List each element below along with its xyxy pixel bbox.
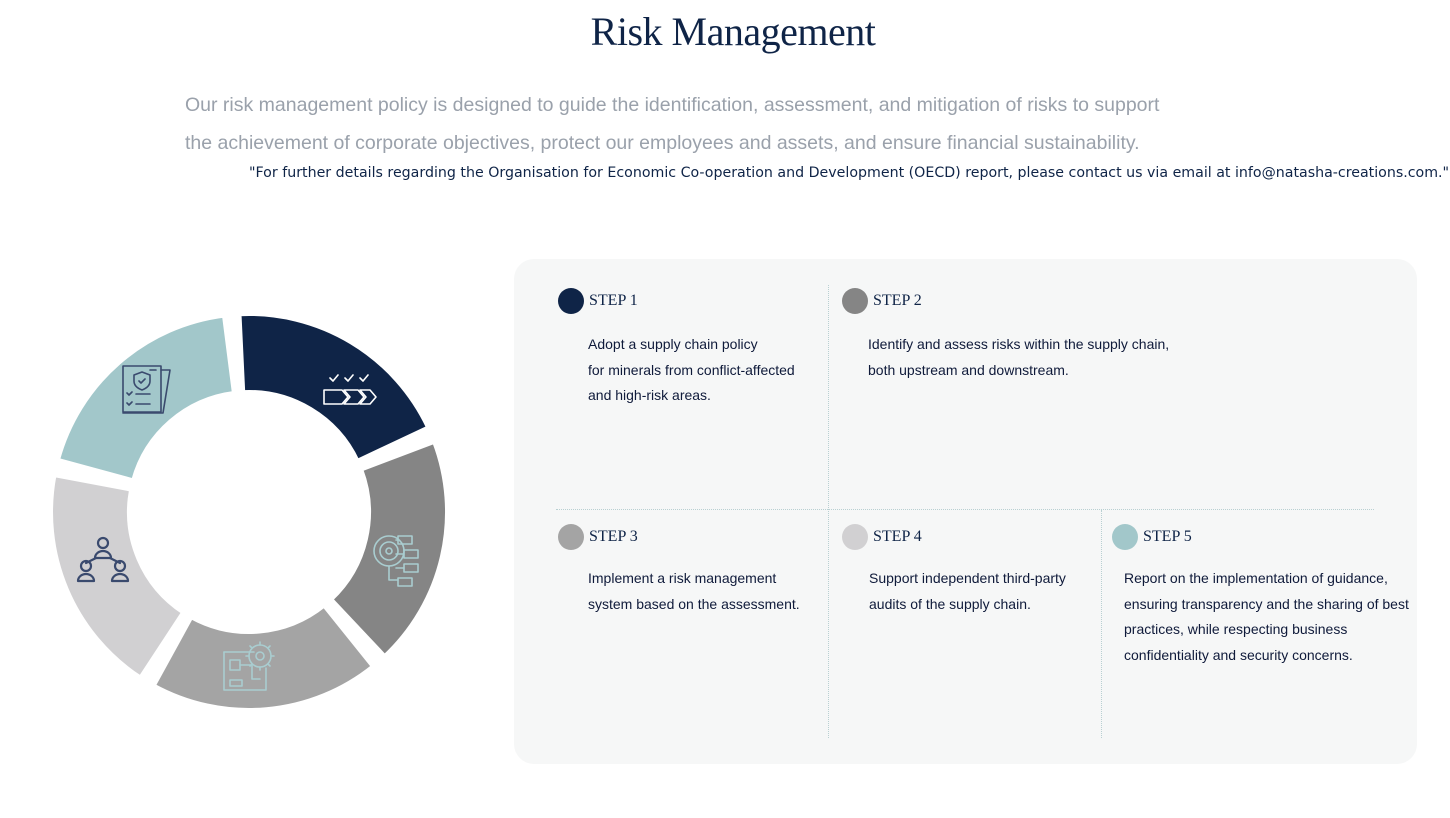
step-3-dot xyxy=(558,524,584,550)
step-4-label: STEP 4 xyxy=(873,528,922,545)
step-4-dot xyxy=(842,524,868,550)
step-4-line: Support independent third-party xyxy=(869,570,1066,586)
donut-segment-step-4 xyxy=(51,475,183,677)
step-1-dot xyxy=(558,288,584,314)
step-2-label: STEP 2 xyxy=(873,292,922,309)
donut-segment-step-2 xyxy=(331,442,447,656)
step-5 xyxy=(1112,524,1417,668)
step-3-label: STEP 3 xyxy=(589,528,638,545)
step-5-label: STEP 5 xyxy=(1143,528,1192,545)
donut-segment-step-5 xyxy=(58,316,234,481)
step-4 xyxy=(842,524,1092,617)
step-1-line: and high-risk areas. xyxy=(588,387,711,403)
contact-note: "For further details regarding the Organisation for Economic Co-operation and Development (OECD) report, please contact us via email at info@natasha-creations.com." xyxy=(249,165,1450,181)
step-1-description xyxy=(588,332,818,409)
divider-vertical-1 xyxy=(828,285,829,738)
step-5-description xyxy=(1124,566,1417,668)
step-5-line: confidentiality and security concerns. xyxy=(1124,646,1353,663)
step-3-line: Implement a risk management xyxy=(588,570,777,586)
divider-vertical-2 xyxy=(1101,510,1102,738)
donut-segment-step-1 xyxy=(240,314,429,461)
step-5-dot xyxy=(1112,524,1138,550)
step-4-description xyxy=(869,566,1092,617)
step-1-line: for minerals from conflict-affected xyxy=(588,361,795,378)
step-1-label: STEP 1 xyxy=(589,292,638,309)
step-5-line: practices, while respecting business xyxy=(1124,621,1348,637)
step-2-description xyxy=(868,332,1242,383)
step-1-line: Adopt a supply chain policy xyxy=(588,336,758,352)
step-2-dot xyxy=(842,288,868,314)
step-5-line: Report on the implementation of guidance, xyxy=(1124,570,1388,586)
step-2-line: both upstream and downstream. xyxy=(868,361,1069,378)
step-2 xyxy=(842,288,1242,383)
intro-line-1: Our risk management policy is designed to guide the identification, assessment, and mitigation of risks to support xyxy=(185,94,1160,116)
step-2-line: Identify and assess risks within the supply chain, xyxy=(868,336,1170,352)
step-5-line: ensuring transparency and the sharing of best xyxy=(1124,595,1409,612)
step-4-line: audits of the supply chain. xyxy=(869,595,1031,612)
step-3 xyxy=(558,524,818,617)
step-3-description xyxy=(588,566,818,617)
page-title: Risk Management xyxy=(590,9,876,54)
step-3-line: system based on the assessment. xyxy=(588,595,800,612)
step-1 xyxy=(558,288,818,409)
steps-panel xyxy=(514,259,1417,764)
divider-horizontal xyxy=(556,509,1374,510)
intro-line-2: the achievement of corporate objectives, protect our employees and assets, and ensure financial sustainability. xyxy=(185,132,1140,154)
process-donut xyxy=(0,0,500,818)
